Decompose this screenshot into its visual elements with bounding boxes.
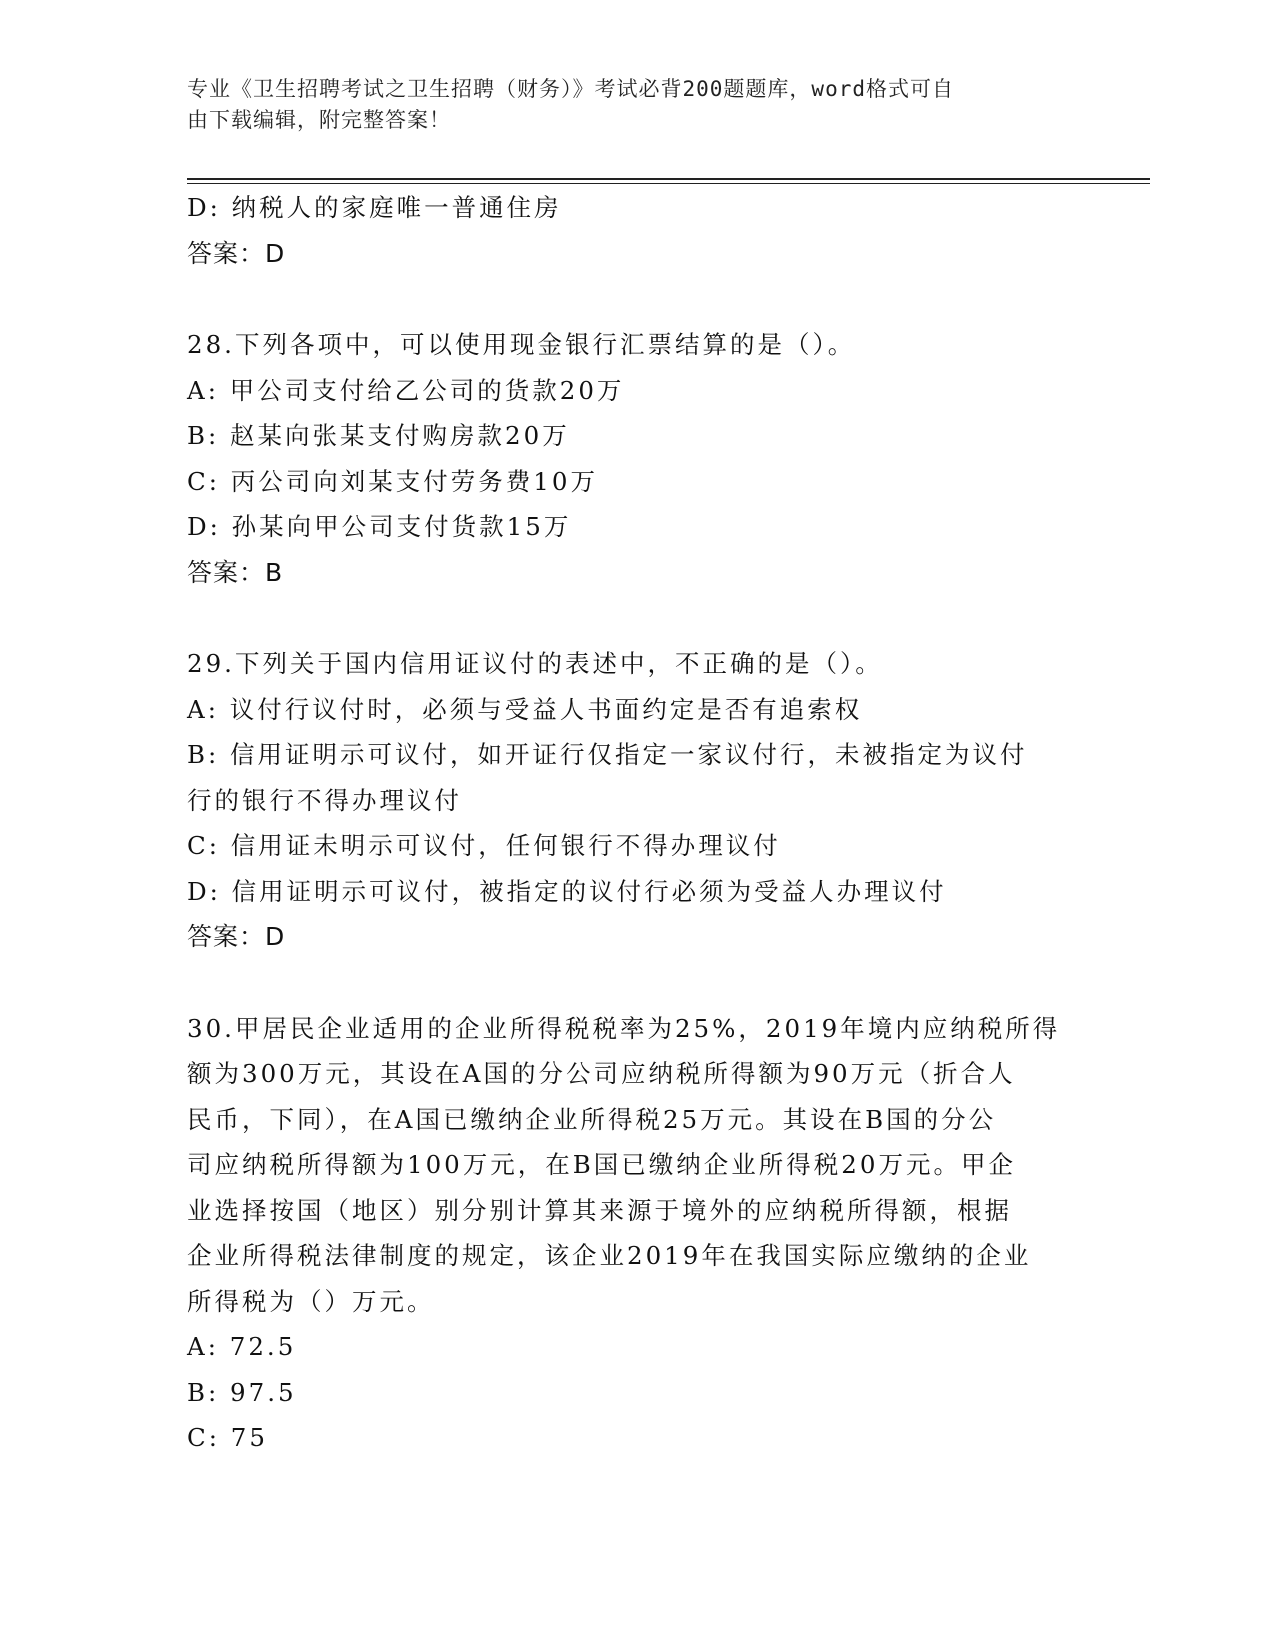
question-content	[187, 185, 1077, 1461]
question-29	[187, 641, 1077, 960]
option-a: A: 72.5	[187, 1332, 297, 1361]
question-stem-line: 业选择按国（地区）别分别计算其来源于境外的应纳税所得额，根据	[187, 1195, 1012, 1225]
question-stem-line: 企业所得税法律制度的规定，该企业2019年在我国实际应缴纳的企业	[187, 1241, 1032, 1270]
question-stem-line: 30.甲居民企业适用的企业所得税税率为25%，2019年境内应纳税所得	[187, 1013, 1061, 1043]
question-28	[187, 322, 1077, 595]
option-b: B: 97.5	[187, 1377, 297, 1407]
question-stem: 28.下列各项中，可以使用现金银行汇票结算的是（）。	[187, 330, 856, 359]
question-answer: 答案：B	[187, 557, 284, 587]
option-d: D: 信用证明示可议付，被指定的议付行必须为受益人办理议付	[187, 876, 947, 906]
carry-over-option-d: D: 纳税人的家庭唯一普通住房	[187, 193, 562, 222]
question-stem-line: 民币，下同），在A国已缴纳企业所得税25万元。其设在B国的分公	[187, 1104, 997, 1134]
header-divider-thick	[187, 178, 1150, 180]
option-c: C: 信用证未明示可议付，任何银行不得办理议付	[187, 831, 781, 860]
page-header	[187, 74, 1067, 136]
question-30	[187, 1006, 1077, 1461]
spacer	[187, 276, 1077, 322]
option-b: B: 信用证明示可议付，如开证行仅指定一家议付行，未被指定为议付	[187, 740, 1028, 769]
spacer	[187, 960, 1077, 1006]
question-answer: 答案：D	[187, 922, 286, 951]
option-a: A: 甲公司支付给乙公司的货款20万	[187, 375, 625, 405]
spacer	[187, 595, 1077, 641]
question-stem-line: 所得税为（）万元。	[187, 1286, 435, 1316]
option-b: B: 赵某向张某支付购房款20万	[187, 421, 570, 450]
question-stem: 29.下列关于国内信用证议付的表述中，不正确的是（）。	[187, 649, 883, 678]
question-stem-line: 额为300万元，其设在A国的分公司应纳税所得额为90万元（折合人	[187, 1059, 1016, 1088]
header-line-2: 由下载编辑，附完整答案！	[187, 108, 451, 132]
question-stem-line: 司应纳税所得额为100万元，在B国已缴纳企业所得税20万元。甲企	[187, 1150, 1016, 1179]
option-a: A: 议付行议付时，必须与受益人书面约定是否有追索权	[187, 694, 863, 724]
option-c: C: 75	[187, 1423, 268, 1452]
header-divider-thin	[187, 183, 1150, 184]
option-d: D: 孙某向甲公司支付货款15万	[187, 512, 572, 541]
carry-over-answer: 答案：D	[187, 238, 286, 268]
option-b-continued: 行的银行不得办理议付	[187, 785, 462, 815]
header-line-1: 专业《卫生招聘考试之卫生招聘（财务）》考试必背200题题库，word格式可自	[187, 77, 954, 101]
option-c: C: 丙公司向刘某支付劳务费10万	[187, 466, 598, 496]
